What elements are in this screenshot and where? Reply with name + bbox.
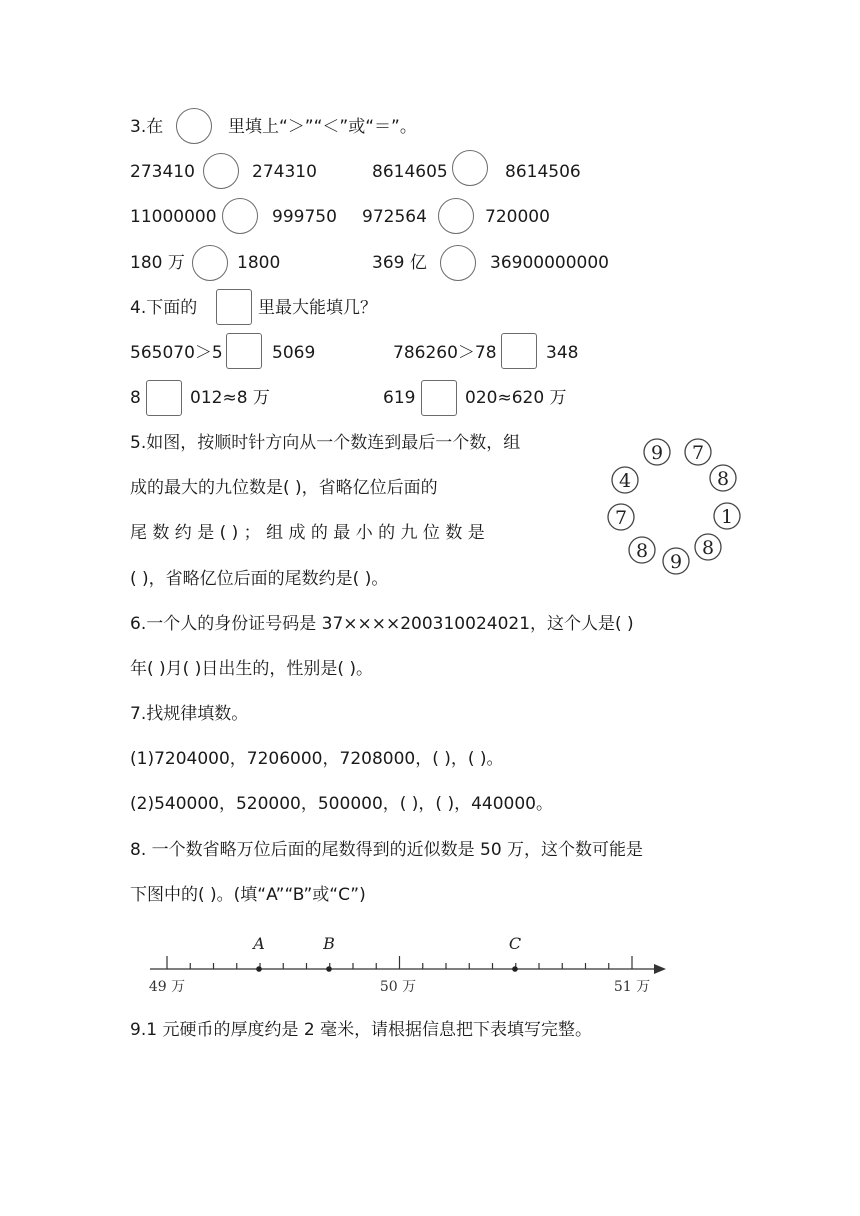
digit-label: 7 <box>691 442 705 464</box>
q4-expression: 020≈620 万 <box>465 388 567 408</box>
q3-value: 1800 <box>237 253 281 273</box>
q3-value: 8614605 <box>372 162 448 182</box>
tick-label-49: 49 万 <box>148 979 186 995</box>
digit-label: 7 <box>614 507 628 529</box>
point-a-dot <box>256 966 262 972</box>
q7-title: 7.找规律填数。 <box>130 704 249 724</box>
digit-label: 4 <box>618 470 632 492</box>
q7-line2: (2)540000，520000，500000，( )，( )，440000。 <box>130 794 553 814</box>
q5-line: 5.如图，按顺时针方向从一个数连到最后一个数，组 <box>130 433 521 453</box>
q3-value: 369 亿 <box>372 253 427 273</box>
q5-line: 尾 数 约 是 ( ) ； 组 成 的 最 小 的 九 位 数 是 <box>130 523 485 543</box>
q3-value: 8614506 <box>505 162 581 182</box>
q3-value: 972564 <box>362 207 427 227</box>
q8-line1: 8. 一个数省略万位后面的尾数得到的近似数是 50 万，这个数可能是 <box>130 840 644 860</box>
point-b-label: B <box>323 934 335 953</box>
digit-label: 1 <box>720 506 734 528</box>
arrow-head-icon <box>654 964 666 974</box>
tick-label-50: 50 万 <box>379 979 417 995</box>
digit-label: 9 <box>669 551 683 573</box>
digit-label: 8 <box>716 468 730 490</box>
q6-line1: 6.一个人的身份证号码是 37××××200310024021，这个人是( ) <box>130 614 634 634</box>
q4-title-part2: 里最大能填几？ <box>258 298 377 318</box>
point-a-label: A <box>253 934 265 953</box>
point-c-dot <box>512 966 518 972</box>
q4-expression: 786260＞78 <box>393 343 497 363</box>
q3-value: 180 万 <box>130 253 185 273</box>
q5-line: ( )，省略亿位后面的尾数约是( )。 <box>130 569 389 589</box>
q3-value: 11000000 <box>130 207 217 227</box>
q3-value: 999750 <box>272 207 337 227</box>
digit-label: 8 <box>635 540 649 562</box>
number-line-ticks <box>167 956 632 969</box>
q9-line1: 9.1 元硬币的厚度约是 2 毫米，请根据信息把下表填写完整。 <box>130 1020 593 1040</box>
q4-title-part1: 4.下面的 <box>130 298 198 318</box>
q7-line1: (1)7204000，7206000，7208000，( )，( )。 <box>130 749 504 769</box>
q8-line2: 下图中的( )。(填“A”“B”或“C”) <box>130 885 366 905</box>
tick-label-51: 51 万 <box>613 979 651 995</box>
q3-title-part1: 3.在 <box>130 117 164 137</box>
q3-title-part2: 里填上“＞”“＜”或“＝”。 <box>228 117 417 137</box>
q4-expression: 8 <box>130 388 141 408</box>
q4-expression: 348 <box>546 343 579 363</box>
q4-expression: 012≈8 万 <box>190 388 270 408</box>
q4-expression: 565070＞5 <box>130 343 223 363</box>
q3-value: 36900000000 <box>490 253 609 273</box>
q4-expression: 5069 <box>272 343 316 363</box>
q3-value: 274310 <box>252 162 317 182</box>
point-c-label: C <box>508 934 522 953</box>
q5-line: 成的最大的九位数是( )，省略亿位后面的 <box>130 478 438 498</box>
q4-expression: 619 <box>383 388 416 408</box>
digit-label: 9 <box>650 442 664 464</box>
q3-value: 273410 <box>130 162 195 182</box>
q3-value: 720000 <box>485 207 550 227</box>
point-b-dot <box>326 966 332 972</box>
q6-line2: 年( )月( )日出生的，性别是( )。 <box>130 659 374 679</box>
digit-label: 8 <box>701 537 715 559</box>
